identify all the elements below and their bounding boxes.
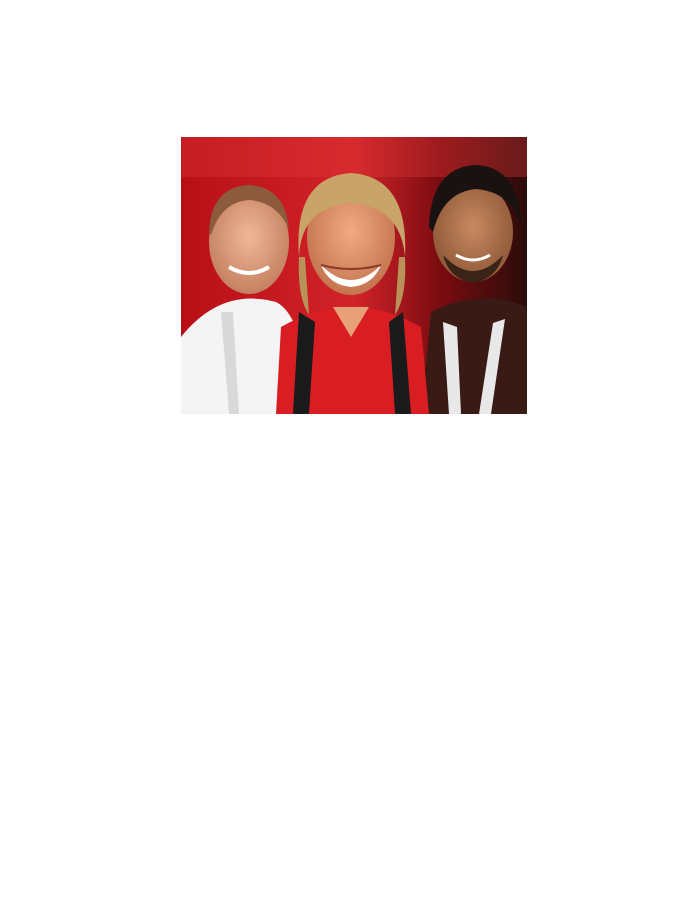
article-photo <box>181 137 527 414</box>
final-paragraph <box>14 712 683 902</box>
body-paragraph <box>14 433 683 633</box>
photo-illustration <box>181 137 527 414</box>
intro-paragraph <box>14 6 683 70</box>
